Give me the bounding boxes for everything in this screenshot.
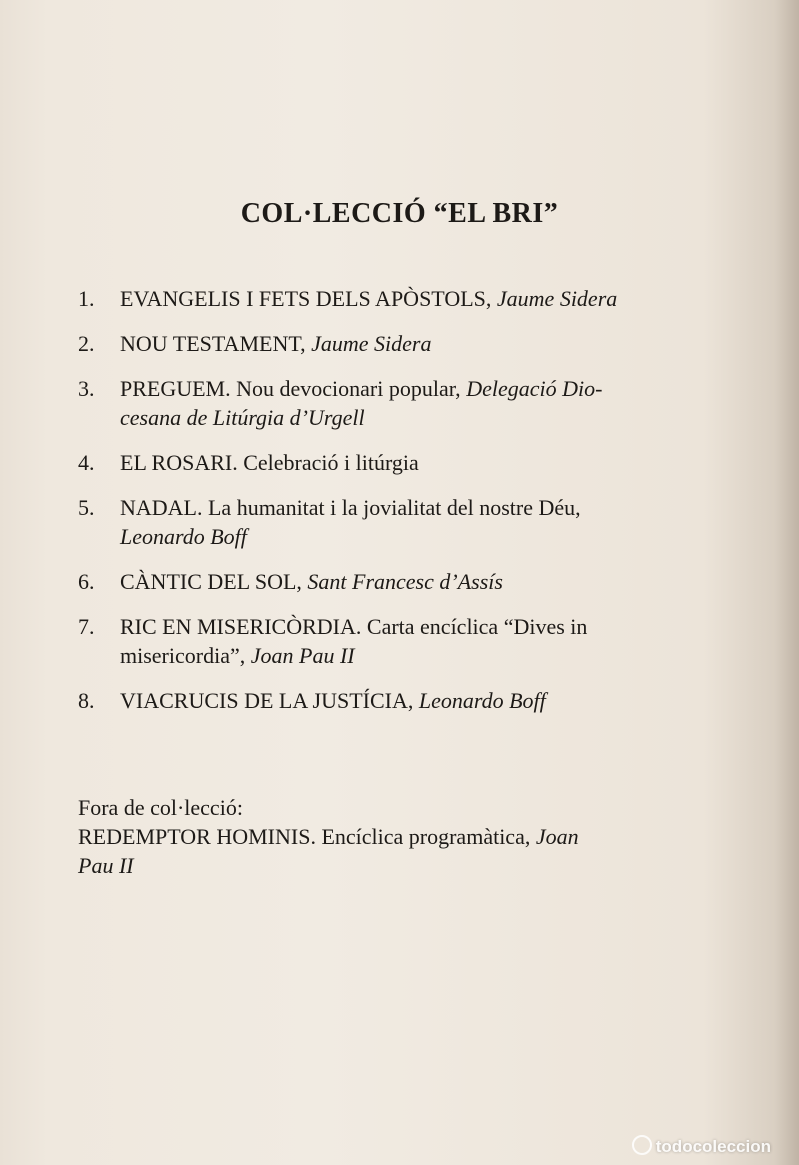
item-number: 4. [78,450,95,475]
item-title: misericordia”, [120,643,251,668]
item-line [120,686,723,715]
item-title: RIC EN MISERICÒRDIA. Carta encíclica “Dives in [120,614,588,639]
outside-item-author-cont: Pau II [78,853,134,878]
item-author: Sant Francesc d’Assís [307,569,503,594]
item-number: 6. [78,569,95,594]
item-author: Jaume Sidera [311,331,432,356]
item-author: cesana de Litúrgia d’Urgell [120,405,365,430]
outside-item-author: Joan [535,824,579,849]
collection-title: COL·LECCIÓ “EL BRI” [240,198,559,229]
item-number: 2. [78,331,95,356]
item-title: VIACRUCIS DE LA JUSTÍCIA, [120,688,419,713]
item-line [120,522,723,551]
item-author: Leonardo Boff [120,524,247,549]
outside-collection [78,793,718,880]
item-title: EL ROSARI. Celebració i litúrgia [120,450,419,475]
item-author: Leonardo Boff [418,688,546,713]
item-line [120,284,723,313]
list-item [78,612,723,670]
item-line [120,493,723,522]
list-item [78,686,723,715]
item-number: 7. [78,614,95,639]
item-title: NOU TESTAMENT, [120,331,312,356]
list-item [78,567,723,596]
item-line [120,641,723,670]
item-title: CÀNTIC DEL SOL, [120,569,308,594]
item-number: 1. [78,286,95,311]
item-line [120,374,723,403]
item-author: Joan Pau II [250,643,355,668]
item-author: Delegació Dio- [466,376,603,401]
outside-label: Fora de col·lecció: [78,795,243,820]
item-line [120,567,723,596]
list-item [78,284,723,313]
watermark-logo-icon [632,1135,652,1155]
item-title: EVANGELIS I FETS DELS APÒSTOLS, [120,286,497,311]
list-item [78,374,723,432]
outside-item-title: REDEMPTOR HOMINIS. Encíclica programàtica, [78,824,536,849]
item-line [120,403,723,432]
collection-list [78,284,723,731]
item-line [120,448,723,477]
outside-item-line [78,822,718,851]
item-title: PREGUEM. Nou devocionari popular, [120,376,467,401]
watermark [632,1135,771,1157]
list-item [78,493,723,551]
item-number: 5. [78,495,95,520]
watermark-text: todocoleccion [655,1137,771,1156]
item-title: NADAL. La humanitat i la jovialitat del nostre Déu, [120,495,581,520]
item-line [120,612,723,641]
list-item [78,329,723,358]
item-author: Jaume Sidera [496,286,618,311]
list-item [78,448,723,477]
item-line [120,329,723,358]
item-number: 8. [78,688,95,713]
item-number: 3. [78,376,95,401]
